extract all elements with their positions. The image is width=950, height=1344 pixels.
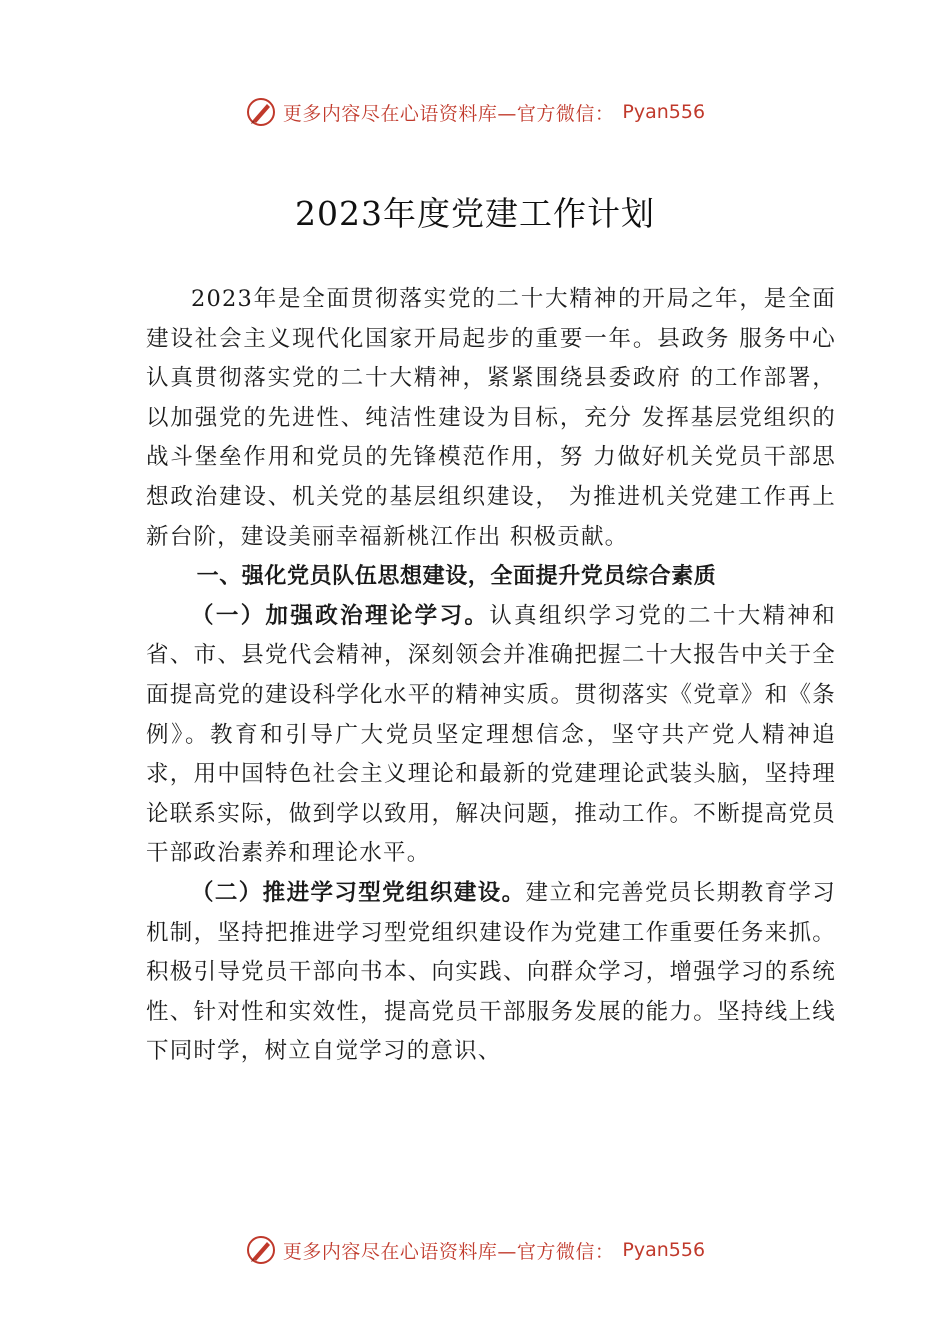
item-lead-1: （一）加强政治理论学习。 bbox=[191, 602, 490, 629]
item-lead-2: （二）推进学习型党组织建设。 bbox=[191, 879, 526, 906]
watermark-footer bbox=[0, 1234, 950, 1266]
watermark-text: 更多内容尽在心语资料库—官方微信： bbox=[282, 102, 615, 125]
item-text-2: 建立和完善党员长期教育学习机制，坚持把推进学习型党组织建设作为党建工作重要任务来抓。积极引导党员干部向书本、向实践、向群众学习，增强学习的系统性、针对性和实效性，提高党员干部服务发展的能力。坚持线上线下同时学，树立自觉学习的意识、 bbox=[146, 879, 836, 1065]
watermark-header bbox=[0, 96, 950, 128]
item-paragraph-1 bbox=[146, 597, 836, 874]
watermark-wechat-id: Pyan556 bbox=[622, 1239, 706, 1261]
document-body bbox=[146, 280, 836, 1072]
section-heading: 一、强化党员队伍思想建设，全面提升党员综合素质 bbox=[196, 564, 717, 590]
page-title: 2023年度党建工作计划 bbox=[295, 194, 655, 233]
watermark-text: 更多内容尽在心语资料库—官方微信： bbox=[282, 1240, 615, 1263]
pen-logo-icon bbox=[245, 1234, 277, 1266]
pen-logo-icon bbox=[245, 96, 277, 128]
watermark-wechat-id: Pyan556 bbox=[622, 101, 706, 123]
item-text-1: 认真组织学习党的二十大精神和省、市、县党代会精神，深刻领会并准确把握二十大报告中关于全面提高党的建设科学化水平的精神实质。贯彻落实《党章》和《条例》。教育和引导广大党员坚定理想信念，坚守共产党人精神追求，用中国特色社会主义理论和最新的党建理论武装头脑，坚持理论联系实际，做到学以致用，解决问题，推动工作。不断提高党员干部政治素养和理论水平。 bbox=[146, 602, 836, 867]
item-paragraph-2 bbox=[146, 874, 836, 1072]
intro-paragraph: 2023年是全面贯彻落实党的二十大精神的开局之年，是全面建设社会主义现代化国家开局起步的重要一年。县政务 服务中心认真贯彻落实党的二十大精神，紧紧围绕县委政府 的工作部署，以加强党的先进性、纯洁性建设为目标，充分 发挥基层党组织的战斗堡垒作用和党员的先锋模范作用，努 力做好机关党员干部思想政治建设、机关党的基层组织建设， 为推进机关党建工作再上新台阶，建设美丽幸福新桃江作出 积极贡献。 bbox=[146, 286, 836, 550]
